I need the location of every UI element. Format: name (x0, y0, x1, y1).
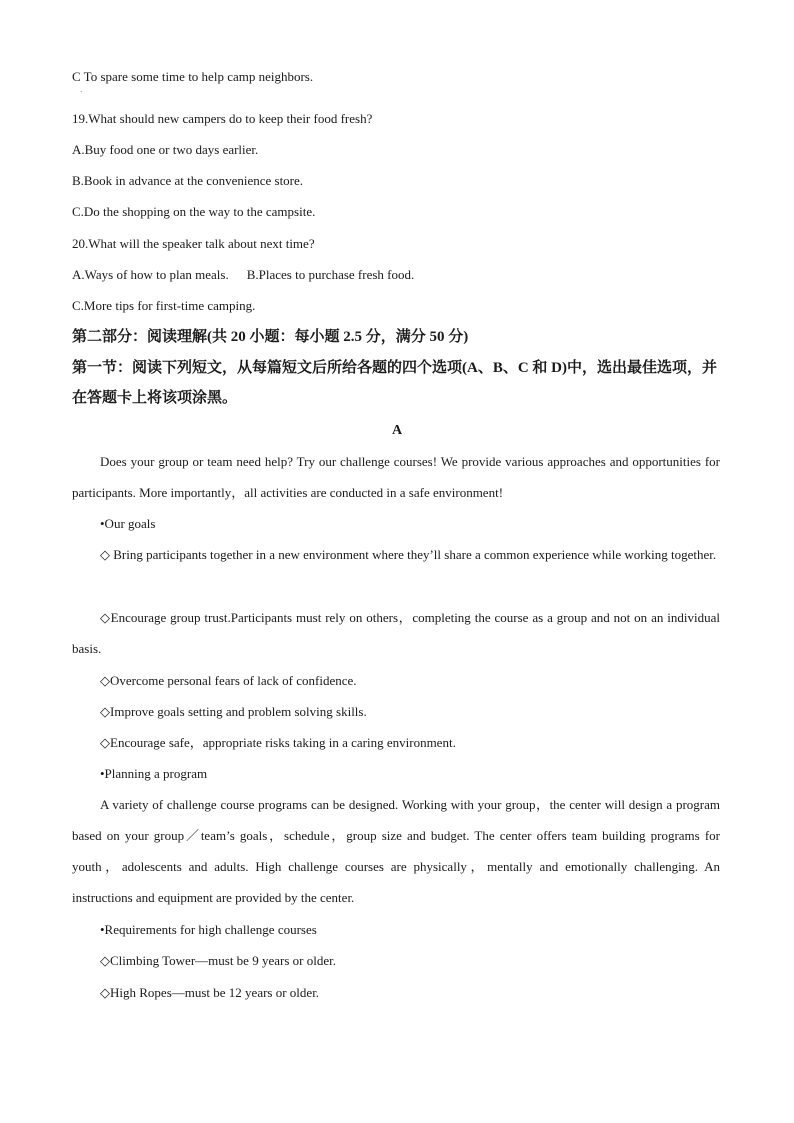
q19-option-a: A.Buy food one or two days earlier. (72, 142, 259, 157)
goal-3: ◇Overcome personal fears of lack of confidence. (100, 673, 357, 688)
goal-5: ◇Encourage safe，appropriate risks taking in a caring environment. (100, 735, 456, 750)
passage-intro: Does your group or team need help? Try our challenge courses! We provide various approaches and opportunities for participants. More importantly，all activities are conducted in a safe environment! (72, 454, 720, 500)
stray-dot: · (80, 88, 83, 96)
q20-options-ab (72, 267, 414, 283)
q19-stem: 19.What should new campers do to keep their food fresh? (72, 111, 373, 126)
q20-option-b: B.Places to purchase fresh food. (246, 267, 415, 282)
goal-2: ◇Encourage group trust.Participants must rely on others，completing the course as a group and not on an individual basis. (72, 610, 720, 656)
q20-stem: 20.What will the speaker talk about next time? (72, 236, 315, 251)
q19-option-c: C.Do the shopping on the way to the campsite. (72, 204, 316, 219)
part2-instruction: 第一节：阅读下列短文，从每篇短文后所给各题的四个选项(A、B、C 和 D)中，选出最佳选项，并在答题卡上将该项涂黑。 (72, 360, 717, 406)
goals-heading: •Our goals (100, 516, 156, 531)
q20-option-c: C.More tips for first-time camping. (72, 298, 256, 313)
q18-option-c: C To spare some time to help camp neighbors. (72, 69, 314, 84)
q19-option-b: B.Book in advance at the convenience store. (72, 173, 304, 188)
goal-1: ◇ Bring participants together in a new environment where they’ll share a common experience while working together. (100, 547, 717, 562)
q20-option-a: A.Ways of how to plan meals. (72, 267, 229, 282)
part2-title: 第二部分：阅读理解(共 20 小题：每小题 2.5 分，满分 50 分) (72, 329, 469, 345)
requirements-heading: •Requirements for high challenge courses (100, 922, 317, 937)
requirement-climbing-tower: ◇Climbing Tower—must be 9 years or older. (100, 953, 336, 968)
requirement-high-ropes: ◇High Ropes—must be 12 years or older. (100, 985, 320, 1000)
planning-heading: •Planning a program (100, 766, 208, 781)
passage-label: A (391, 423, 403, 438)
goal-4: ◇Improve goals setting and problem solving skills. (100, 704, 367, 719)
planning-text: A variety of challenge course programs can be designed. Working with your group，the center will design a program based on your group／team’s goals，schedule，group size and budget. The center offers team building programs for youth，adolescents and adults. High challenge courses are physically，mentally and emotionally challenging. An instructions and equipment are provided by the center. (72, 797, 720, 905)
